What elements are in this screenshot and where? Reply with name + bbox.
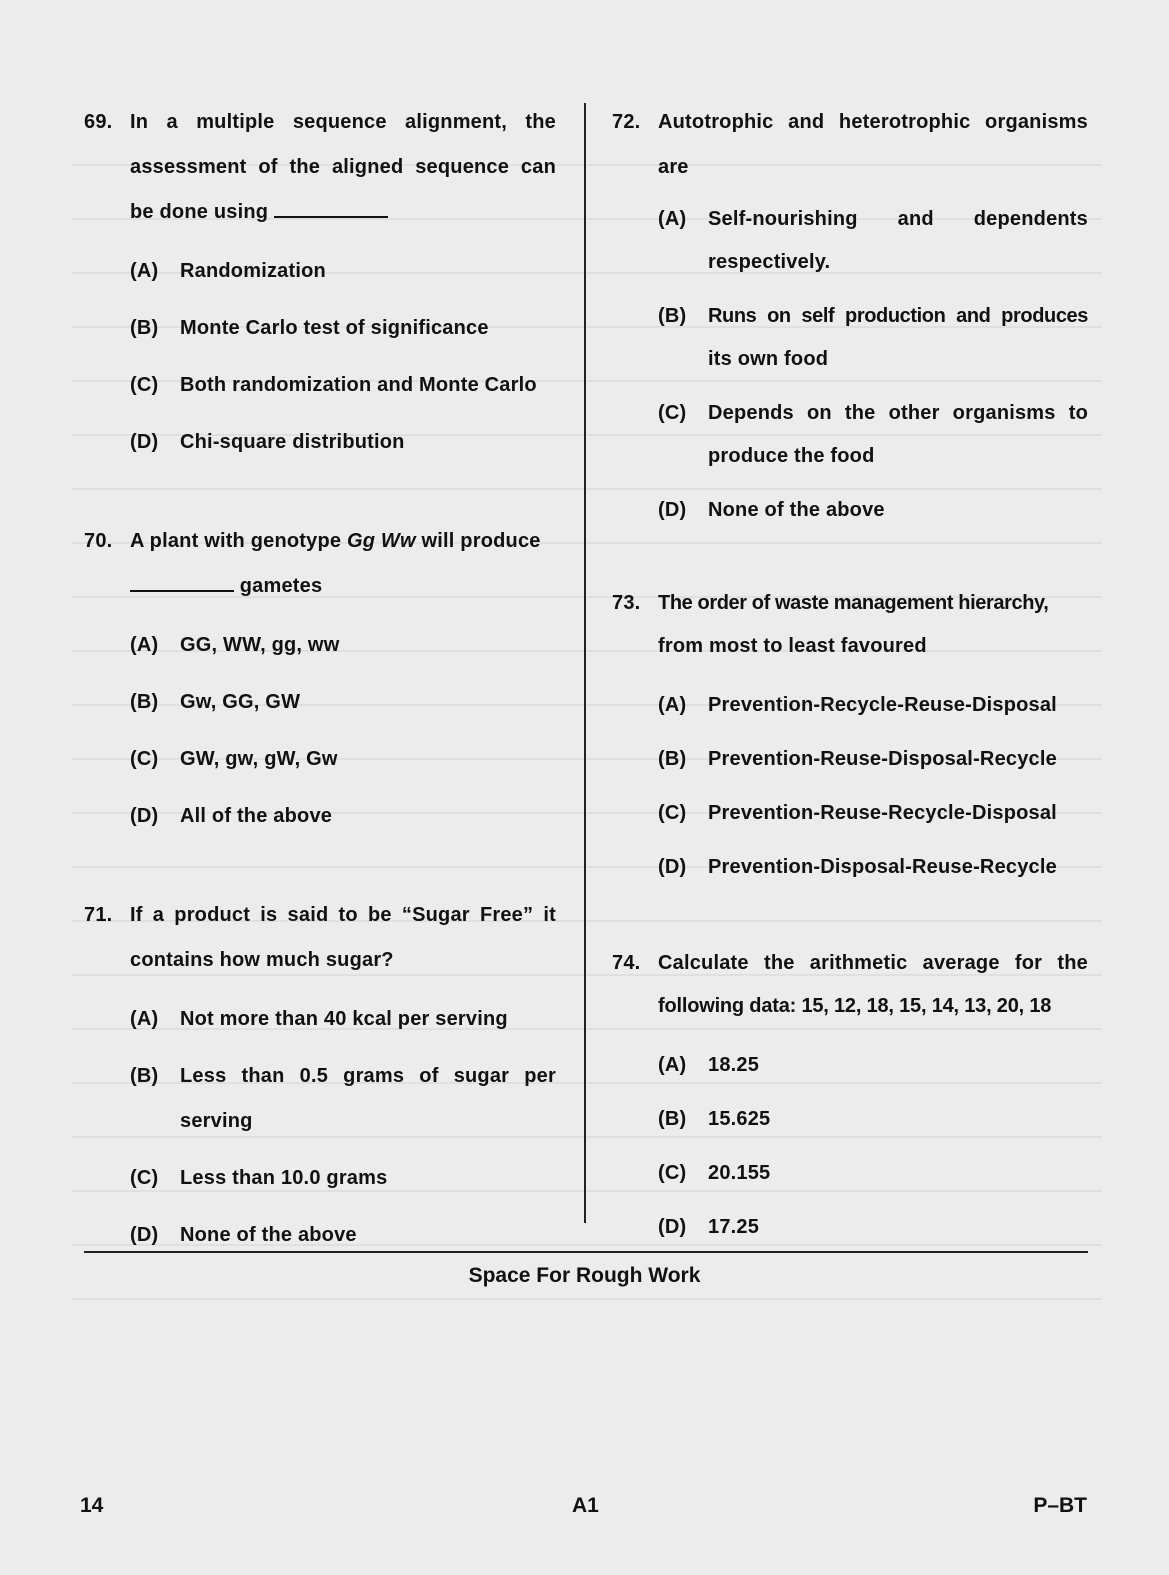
option-c: (C) Less than 10.0 grams (130, 1167, 388, 1189)
option-a: (A) Self-nourishing and dependents respectively. (658, 208, 1088, 273)
option-c: (C) Both randomization and Monte Carlo (130, 374, 537, 396)
answer-blank (130, 574, 234, 592)
option-c: (C) GW, gw, gW, Gw (130, 748, 338, 770)
option-b: (B) Gw, GG, GW (130, 691, 301, 713)
section-rule (84, 1251, 1088, 1253)
question-73: 73. The order of waste management hierarchy, from most to least favoured (A) Prevention-Recycle-Reuse-Disposal (B) Prevention-Reuse-Disposal-Recycle (C) Prevention-Reuse-Recycle-Disposal (D) Prevention-Disposal-Reuse-Recycle (612, 582, 1088, 894)
question-text-line: In a multiple sequence alignment, the (130, 111, 556, 133)
answer-blank (274, 200, 388, 218)
question-number: 72. (612, 111, 641, 133)
question-70: 70. A plant with genotype Gg Ww will produce gametes (A) GG, WW, gg, ww (B) Gw, GG, GW (C) GW, gw, gW, Gw (D) All of the above (84, 519, 556, 845)
option-b: (B) 15.625 (658, 1108, 771, 1130)
question-69 (84, 100, 556, 471)
option-d: (D) None of the above (658, 499, 885, 521)
option-b: (B) Prevention-Reuse-Disposal-Recycle (658, 748, 1057, 770)
option-b: (B) Less than 0.5 grams of sugar per serving (130, 1065, 556, 1132)
question-72: 72. Autotrophic and heterotrophic organisms are (A) Self-nourishing and dependents respectively. (B) Runs on self production and produces its own food (C) Depends on the other organisms to produce the food (D) None of the above (612, 100, 1088, 532)
option-a: (A) GG, WW, gg, ww (130, 634, 340, 656)
question-74: 74. Calculate the arithmetic average for the following data: 15, 12, 18, 15, 14, 13, 20, 18 (A) 18.25 (B) 15.625 (C) 20.155 (D) 17.25 (612, 942, 1088, 1254)
option-d: (D) All of the above (130, 805, 333, 827)
question-number: 71. (84, 904, 113, 926)
option-d: (D) None of the above (130, 1224, 357, 1246)
option-b: (B) Monte Carlo test of significance (130, 317, 489, 339)
question-number: 70. (84, 530, 113, 552)
question-number: 73. (612, 592, 641, 614)
option-a: (A) Randomization (130, 260, 326, 282)
question-text-line: be done using (130, 201, 269, 223)
option-c: (C) Depends on the other organisms to produce the food (658, 402, 1088, 467)
page-number: 14 (80, 1494, 104, 1517)
question-number: 74. (612, 952, 641, 974)
option-c: (C) Prevention-Reuse-Recycle-Disposal (658, 802, 1057, 824)
question-71: 71. If a product is said to be “Sugar Free” it contains how much sugar? (A) Not more than 40 kcal per serving (B) Less than 0.5 grams of sugar per serving (C) Less than 10.0 grams (D) None of the above (84, 893, 556, 1264)
question-number: 69. (84, 111, 113, 133)
question-text-line: assessment of the aligned sequence can (130, 156, 556, 178)
option-d: (D) Chi-square distribution (130, 431, 405, 453)
column-divider (584, 103, 586, 1223)
series-code: P–BT (1033, 1494, 1087, 1517)
left-column (84, 100, 556, 1264)
option-d: (D) 17.25 (658, 1216, 760, 1238)
option-d: (D) Prevention-Disposal-Reuse-Recycle (658, 856, 1057, 878)
option-c: (C) 20.155 (658, 1162, 771, 1184)
right-column (612, 100, 1088, 1254)
rough-work-heading: Space For Rough Work (468, 1264, 701, 1287)
booklet-code: A1 (572, 1494, 599, 1517)
option-a: (A) Not more than 40 kcal per serving (130, 1008, 508, 1030)
option-a: (A) Prevention-Recycle-Reuse-Disposal (658, 694, 1057, 716)
option-b: (B) Runs on self production and produces its own food (658, 305, 1088, 370)
option-a: (A) 18.25 (658, 1054, 760, 1076)
genotype: Gg Ww (347, 530, 416, 552)
